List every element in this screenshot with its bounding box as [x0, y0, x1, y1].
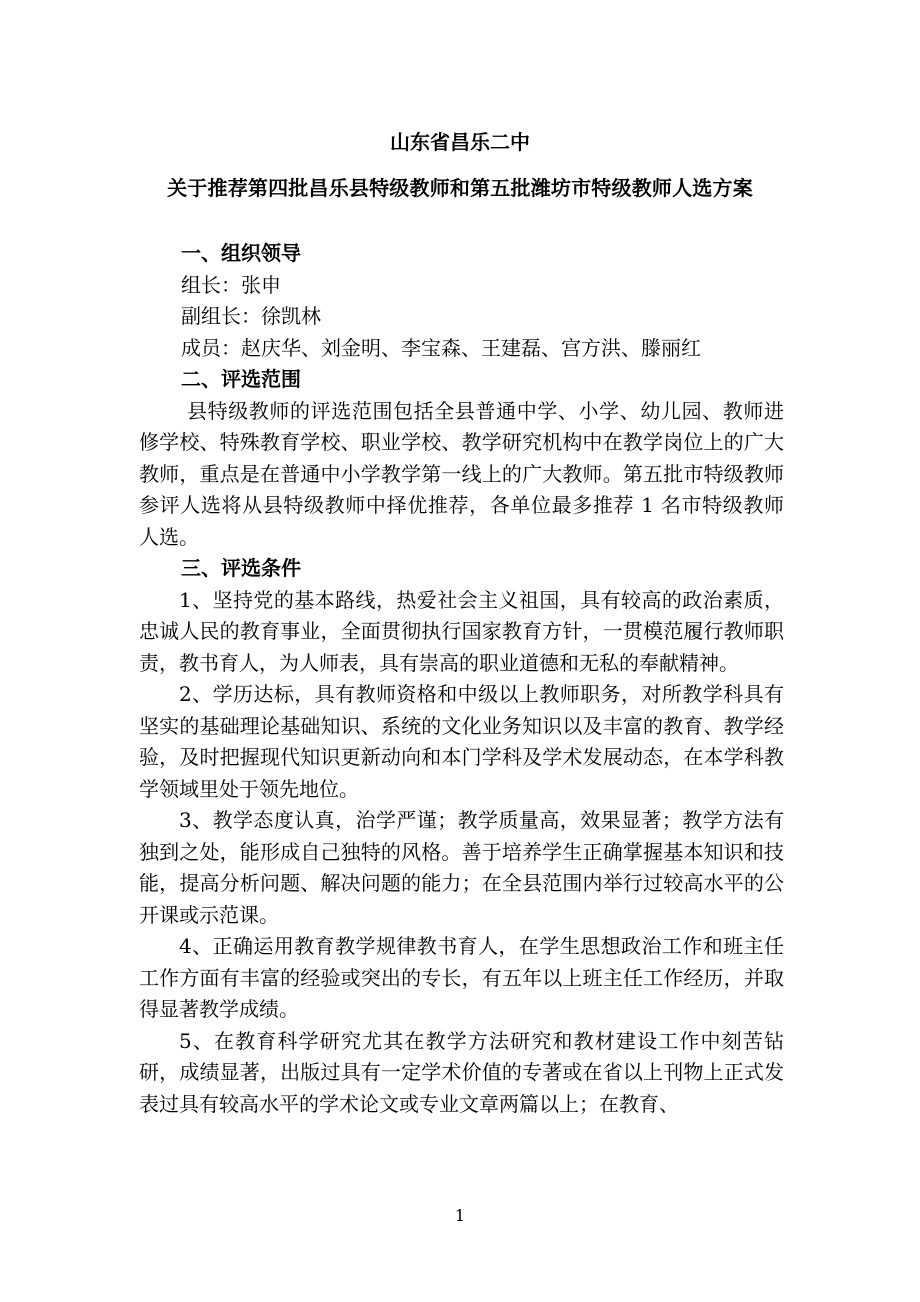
section-heading-organization: 一、组织领导: [181, 241, 301, 265]
school-name: 山东省昌乐二中: [390, 130, 530, 154]
page-number: 1: [454, 1206, 466, 1225]
document-body: [139, 238, 784, 1120]
section-heading-scope: 二、评选范围: [181, 367, 301, 391]
members-line: 成员：赵庆华、刘金明、李宝森、王建磊、宫方洪、滕丽红: [181, 335, 701, 360]
condition-item-1: 1、坚持党的基本路线，热爱社会主义祖国，具有较高的政治素质，忠诚人民的教育事业，全面贯彻执行国家教育方针，一贯模范履行教师职责，教书育人，为人师表，具有崇高的职业道德和无私的奉献精神。: [139, 587, 784, 675]
condition-item-3: 3、教学态度认真，治学严谨；教学质量高，效果显著；教学方法有独到之处，能形成自己独特的风格。善于培养学生正确掌握基本知识和技能，提高分析问题、解决问题的能力；在全县范围内举行过较高水平的公开课或示范课。: [139, 808, 784, 927]
scope-paragraph: 县特级教师的评选范围包括全县普通中学、小学、幼儿园、教师进修学校、特殊教育学校、职业学校、教学研究机构中在教学岗位上的广大教师，重点是在普通中小学教学第一线上的广大教师。第五批市特级教师参评人选将从县特级教师中择优推荐，各单位最多推荐 1 名市特级教师人选。: [139, 398, 784, 549]
condition-item-2: 2、学历达标，具有教师资格和中级以上教师职务，对所教学科具有坚实的基础理论基础知识、系统的文化业务知识以及丰富的教育、教学经验，及时把握现代知识更新动向和本门学科及学术发展动态，在本学科教学领域里处于领先地位。: [139, 682, 784, 801]
condition-item-5: 5、在教育科学研究尤其在教学方法研究和教材建设工作中刻苦钻研，成绩显著，出版过具有一定学术价值的专著或在省以上刊物上正式发表过具有较高水平的学术论文或专业文章两篇以上；在教育、: [139, 1028, 784, 1116]
deputy-leader-line: 副组长：徐凯林: [181, 304, 321, 328]
section-heading-conditions: 三、评选条件: [181, 556, 301, 580]
leader-line: 组长：张申: [181, 272, 281, 297]
document-title: 关于推荐第四批昌乐县特级教师和第五批潍坊市特级教师人选方案: [167, 176, 753, 200]
condition-item-4: 4、正确运用教育教学规律教书育人，在学生思想政治工作和班主任工作方面有丰富的经验或突出的专长，有五年以上班主任工作经历，并取得显著教学成绩。: [139, 934, 784, 1021]
